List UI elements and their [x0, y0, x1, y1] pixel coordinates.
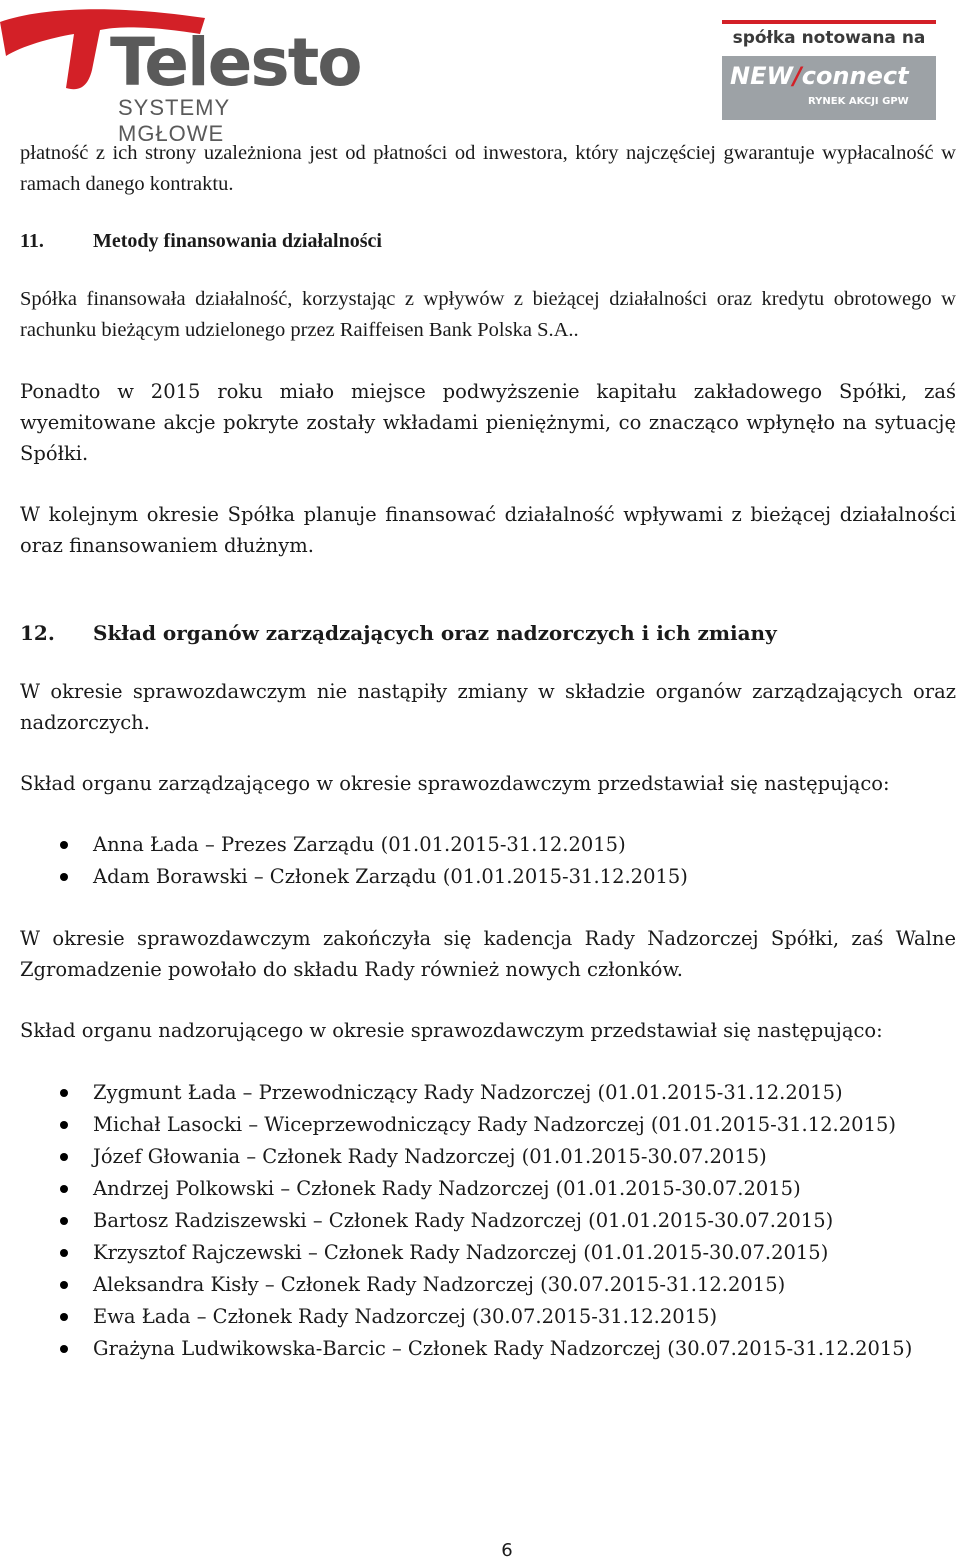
paragraph: Skład organu nadzorującego w okresie sprawozdawczym przedstawiał się następująco:	[20, 1019, 883, 1042]
newconnect-badge	[722, 20, 936, 120]
paragraph: Ponadto w 2015 roku miało miejsce podwyższenie kapitału zakładowego Spółki, zaś wyemitowane akcje pokryte zostały wkładami pieniężnymi, co znacząco wpłynęło na sytuację Spółki.	[20, 380, 956, 465]
paragraph: płatność z ich strony uzależniona jest od płatności od inwestora, który najczęściej gwarantuje wypłacalność w ramach danego kontraktu.	[20, 142, 956, 195]
brand-name: Telesto	[110, 24, 361, 101]
section-heading-11: 11. Metody finansowania działalności	[20, 230, 382, 252]
list-item: Aleksandra Kisły – Członek Rady Nadzorczej (30.07.2015-31.12.2015)	[20, 1269, 956, 1301]
badge-box	[722, 56, 936, 120]
paragraph: W okresie sprawozdawczym zakończyła się kadencja Rady Nadzorczej Spółki, zaś Walne Zgromadzenie powołało do składu Rady również nowych członków.	[20, 927, 956, 981]
list-item: Andrzej Polkowski – Członek Rady Nadzorczej (01.01.2015-30.07.2015)	[20, 1173, 956, 1205]
telesto-logo	[0, 0, 361, 146]
list-item: Anna Łada – Prezes Zarządu (01.01.2015-31.12.2015)	[20, 829, 956, 861]
list-item: Grażyna Ludwikowska-Barcic – Członek Rady Nadzorczej (30.07.2015-31.12.2015)	[20, 1333, 956, 1365]
list-item: Bartosz Radziszewski – Członek Rady Nadzorczej (01.01.2015-30.07.2015)	[20, 1205, 956, 1237]
section-heading-12: 12. Skład organów zarządzających oraz nadzorczych i ich zmiany	[20, 621, 777, 645]
list-item: Zygmunt Łada – Przewodniczący Rady Nadzorczej (01.01.2015-31.12.2015)	[20, 1077, 956, 1109]
brand-subtitle: SYSTEMY MGŁOWE	[118, 95, 230, 146]
list-item: Józef Głowania – Członek Rady Nadzorczej (01.01.2015-30.07.2015)	[20, 1141, 956, 1173]
list-item: Krzysztof Rajczewski – Członek Rady Nadzorczej (01.01.2015-30.07.2015)	[20, 1237, 956, 1269]
list-item: Michał Lasocki – Wiceprzewodniczący Rady Nadzorczej (01.01.2015-31.12.2015)	[20, 1109, 956, 1141]
list-item: Ewa Łada – Członek Rady Nadzorczej (30.07.2015-31.12.2015)	[20, 1301, 956, 1333]
management-list	[20, 829, 956, 893]
page-header	[0, 0, 960, 146]
paragraph: Spółka finansowała działalność, korzystając z wpływów z bieżącej działalności oraz kredytu obrotowego w rachunku bieżącym udzielonego przez Raiffeisen Bank Polska S.A..	[20, 288, 956, 341]
paragraph: Skład organu zarządzającego w okresie sprawozdawczym przedstawiał się następująco:	[20, 772, 890, 795]
list-item: Adam Borawski – Członek Zarządu (01.01.2015-31.12.2015)	[20, 861, 956, 893]
badge-wordmark: NEW/connect	[730, 62, 909, 90]
page-number: 6	[501, 1540, 513, 1561]
badge-caption: spółka notowana na	[732, 28, 926, 48]
paragraph: W kolejnym okresie Spółka planuje finansować działalność wpływami z bieżącej działalności oraz finansowaniem dłużnym.	[20, 503, 956, 557]
badge-accent-bar	[722, 20, 936, 24]
paragraph: W okresie sprawozdawczym nie nastąpiły zmiany w składzie organów zarządzających oraz nadzorczych.	[20, 680, 956, 734]
supervisory-board-list	[20, 1077, 956, 1365]
document-body	[20, 138, 956, 1365]
badge-market-label: RYNEK AKCJI GPW	[808, 96, 909, 107]
